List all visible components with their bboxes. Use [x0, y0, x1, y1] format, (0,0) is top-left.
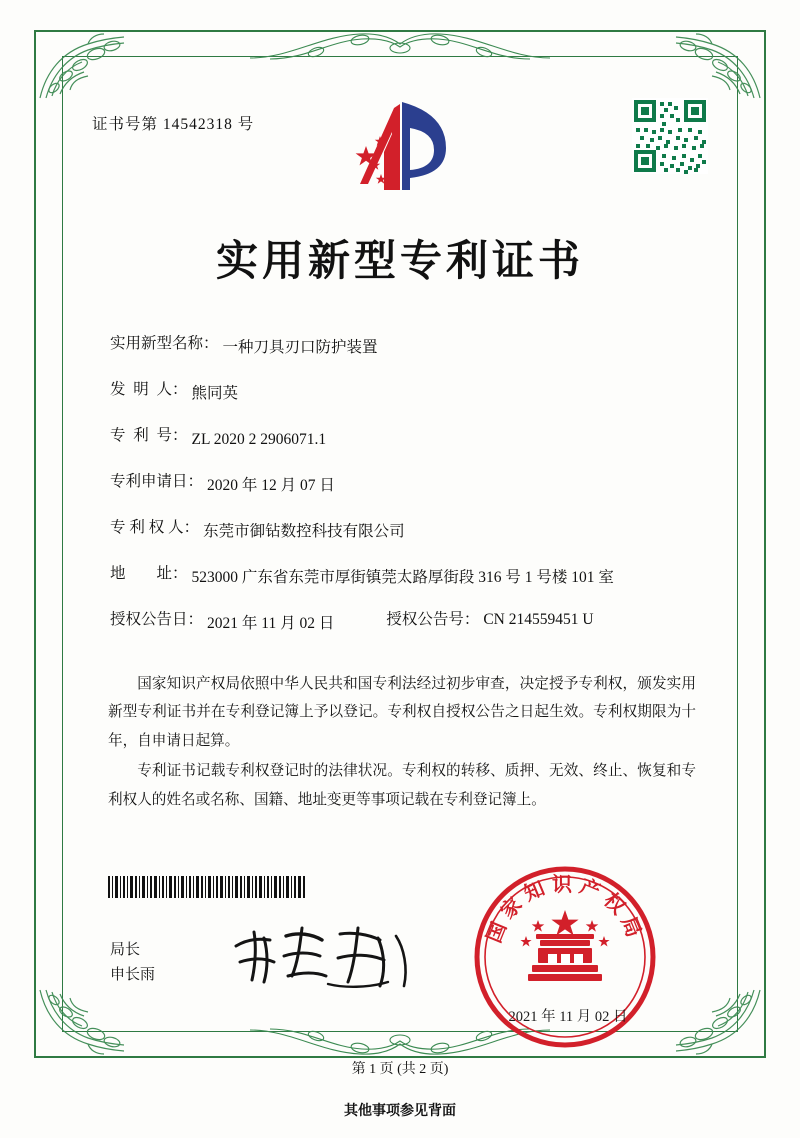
corner-ornament-icon	[36, 32, 128, 102]
corner-ornament-icon	[672, 32, 764, 102]
field-value: 2020 年 12 月 07 日	[207, 477, 335, 495]
page-title: 实用新型专利证书	[215, 239, 584, 285]
field-grant-announcement	[110, 612, 710, 636]
field-value: 2021 年 11 月 02 日	[207, 615, 335, 633]
field-label: 专 利 号：	[110, 427, 188, 445]
field-patentee	[110, 520, 710, 544]
field-label: 专利申请日：	[110, 473, 204, 491]
field-list	[110, 336, 710, 658]
field-label: 专 利 权 人：	[110, 519, 200, 537]
page-number: 第 1 页 (共 2 页)	[351, 1062, 449, 1077]
paragraph: 国家知识产权局依照中华人民共和国专利法经过初步审查，决定授予专利权，颁发实用新型专利证书并在专利登记簿上予以登记。专利权自授权公告之日起生效。专利权期限为十年，自申请日起算。	[108, 676, 696, 749]
svg-text:国家知识产权局: 国家知识产权局	[483, 874, 647, 947]
field-value: ZL 2020 2 2906071.1	[191, 431, 327, 449]
field-label: 地 址：	[110, 565, 188, 583]
field-value: 东莞市御钻数控科技有限公司	[203, 523, 405, 541]
field-label: 实用新型名称：	[110, 335, 219, 352]
director-role-label: 局长	[110, 942, 141, 958]
seal-date: 2021 年 11 月 02 日	[508, 1009, 628, 1025]
signature-labels	[110, 938, 155, 988]
field-label: 发 明 人：	[110, 381, 188, 399]
top-edge-ornament-icon	[250, 28, 550, 62]
cnipa-logo-icon	[350, 98, 460, 194]
field-value-secondary: CN 214559451 U	[483, 611, 594, 629]
footnote: 其他事项参见背面	[344, 1104, 456, 1119]
field-inventor	[110, 382, 710, 406]
corner-ornament-icon	[672, 986, 764, 1056]
field-patent-number	[110, 428, 710, 452]
field-utility-model-name	[110, 336, 710, 360]
barcode-icon	[108, 876, 308, 898]
field-label: 授权公告日：	[110, 611, 204, 629]
paragraph: 专利证书记载专利权登记时的法律状况。专利权的转移、质押、无效、终止、恢复和专利权人的姓名或名称、国籍、地址变更等事项记载在专利登记簿上。	[108, 763, 696, 808]
handwritten-signature-icon	[228, 918, 418, 998]
field-value: 523000 广东省东莞市厚街镇莞太路厚街段 316 号 1 号楼 101 室	[191, 569, 614, 587]
legal-text-block	[108, 670, 696, 816]
certificate-number: 证书号第 14542318 号	[92, 116, 255, 133]
director-name-label: 申长雨	[110, 966, 156, 983]
field-label-secondary: 授权公告号：	[386, 611, 480, 629]
corner-ornament-icon	[36, 986, 128, 1056]
qr-code-icon	[632, 98, 708, 174]
field-application-date	[110, 474, 710, 498]
field-value: 熊同英	[191, 385, 239, 403]
field-address	[110, 566, 710, 590]
field-value: 一种刀具刃口防护装置	[222, 339, 378, 356]
